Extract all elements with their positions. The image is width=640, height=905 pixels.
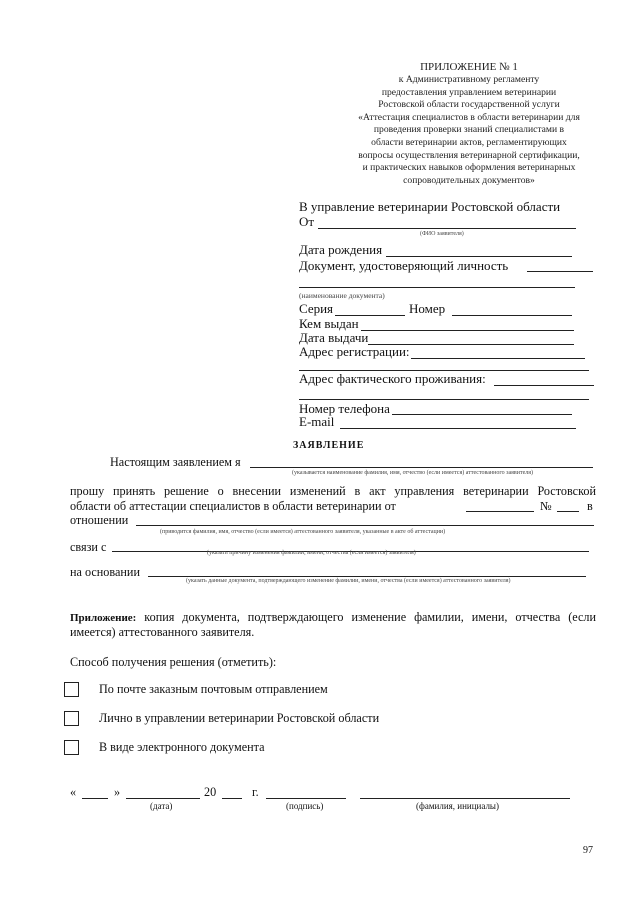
act-number-label: № <box>540 499 552 513</box>
annex-line: предоставления управлением ветеринарии <box>381 86 557 98</box>
quote-close: » <box>114 785 121 799</box>
delivery-heading: Способ получения решения (отметить): <box>70 655 277 669</box>
page-number: 97 <box>583 845 593 856</box>
actual-address-field[interactable] <box>494 385 594 386</box>
attachment-line-2: имеется) аттестованного заявителя. <box>70 625 255 639</box>
attachment-label: Приложение: <box>70 612 137 624</box>
in-word: в <box>587 499 593 513</box>
id-document-field[interactable] <box>527 271 593 272</box>
phone-field[interactable] <box>392 414 572 415</box>
annex-line: Ростовской области государственной услуги <box>378 99 560 111</box>
applicant-name-field[interactable] <box>250 467 593 468</box>
year-field[interactable] <box>222 798 242 799</box>
due-to-label: связи с <box>70 540 107 554</box>
signature-hint: (подпись) <box>286 801 324 811</box>
issue-date-label: Дата выдачи <box>299 330 369 345</box>
full-name-field[interactable] <box>360 798 570 799</box>
annex-line: сопроводительных документов» <box>403 174 535 186</box>
birth-date-field[interactable] <box>386 256 572 257</box>
number-label: Номер <box>409 301 446 316</box>
applicant-name-hint: (указывается наименование фамилия, имя, отчество (если имеется) аттестованного заявителя) <box>292 470 534 476</box>
actual-address-label: Адрес фактического проживания: <box>299 371 486 386</box>
annex-line: проведения проверки знаний специалистами в <box>373 124 565 136</box>
full-name-hint: (фамилия, инициалы) <box>416 801 499 811</box>
annex-line: и практических навыков оформления ветеринарных <box>362 162 576 174</box>
email-field[interactable] <box>340 428 576 429</box>
birth-date-label: Дата рождения <box>299 242 383 257</box>
issued-by-label: Кем выдан <box>299 316 359 331</box>
annex-line: вопросы осуществления ветеринарной сертификации, <box>358 149 580 161</box>
request-line-2: области об аттестации специалистов в области ветеринарии от <box>70 499 396 513</box>
basis-field[interactable] <box>148 576 586 577</box>
issued-by-field[interactable] <box>361 330 574 331</box>
id-document-field-cont[interactable] <box>299 287 575 288</box>
regarding-field[interactable] <box>136 525 594 526</box>
date-hint: (дата) <box>150 801 173 811</box>
statement-title: ЗАЯВЛЕНИЕ <box>293 440 365 451</box>
number-field[interactable] <box>452 315 572 316</box>
day-field[interactable] <box>82 798 108 799</box>
email-label: E-mail <box>299 414 335 429</box>
delivery-electronic-label: В виде электронного документа <box>99 740 265 754</box>
id-document-label: Документ, удостоверяющий личность <box>299 258 509 273</box>
annex-line: области ветеринарии актов, регламентирующих <box>371 136 567 148</box>
delivery-mail-label: По почте заказным почтовым отправлением <box>99 682 328 696</box>
act-date-field[interactable] <box>466 511 534 512</box>
attachment-line-1 <box>70 610 596 625</box>
basis-label: на основании <box>70 565 140 579</box>
annex-line: к Административному регламенту <box>398 74 540 85</box>
annex-heading: ПРИЛОЖЕНИЕ № 1 <box>420 61 518 73</box>
signature-field[interactable] <box>266 798 346 799</box>
act-number-field[interactable] <box>557 511 579 512</box>
annex-header <box>338 60 600 187</box>
delivery-mail-checkbox[interactable] <box>64 682 79 697</box>
reg-address-field[interactable] <box>411 358 585 359</box>
regarding-label: отношении <box>70 513 129 527</box>
annex-line: «Аттестация специалистов в области ветеринарии для <box>358 111 580 123</box>
id-document-hint: (наименование документа) <box>299 291 385 300</box>
year-suffix: г. <box>252 785 259 799</box>
delivery-in-person-checkbox[interactable] <box>64 711 79 726</box>
actual-address-field-cont[interactable] <box>299 399 589 400</box>
series-label: Серия <box>299 301 334 316</box>
from-field[interactable] <box>318 228 576 229</box>
delivery-electronic-checkbox[interactable] <box>64 740 79 755</box>
reg-address-label: Адрес регистрации: <box>299 344 410 359</box>
attachment-text: копия документа, подтверждающего изменение фамилии, имени, отчества (если <box>144 610 596 624</box>
year-prefix: 20 <box>204 785 217 799</box>
statement-intro: Настоящим заявлением я <box>110 455 241 469</box>
phone-label: Номер телефона <box>299 401 390 416</box>
from-hint: (ФИО заявителя) <box>420 231 464 237</box>
addressee-to: В управление ветеринарии Ростовской области <box>299 199 561 214</box>
due-to-hint: (указать причину изменения фамилии, имени, отчества (если имеется) заявителя) <box>207 550 416 556</box>
request-line-1: прошу принять решение о внесении изменений в акт управления ветеринарии Ростовской <box>70 484 596 498</box>
regarding-hint: (приводится фамилия, имя, отчество (если имеется) аттестованного заявителя, указанные в акте об аттестации) <box>160 529 446 535</box>
month-field[interactable] <box>126 798 200 799</box>
basis-hint: (указать данные документа, подтверждающего изменение фамилии, имени, отчества (если имеется) аттестованного заявителя) <box>186 578 511 584</box>
quote-open: « <box>70 785 77 799</box>
from-label: От <box>299 214 315 229</box>
delivery-in-person-label: Лично в управлении ветеринарии Ростовской области <box>99 711 380 725</box>
